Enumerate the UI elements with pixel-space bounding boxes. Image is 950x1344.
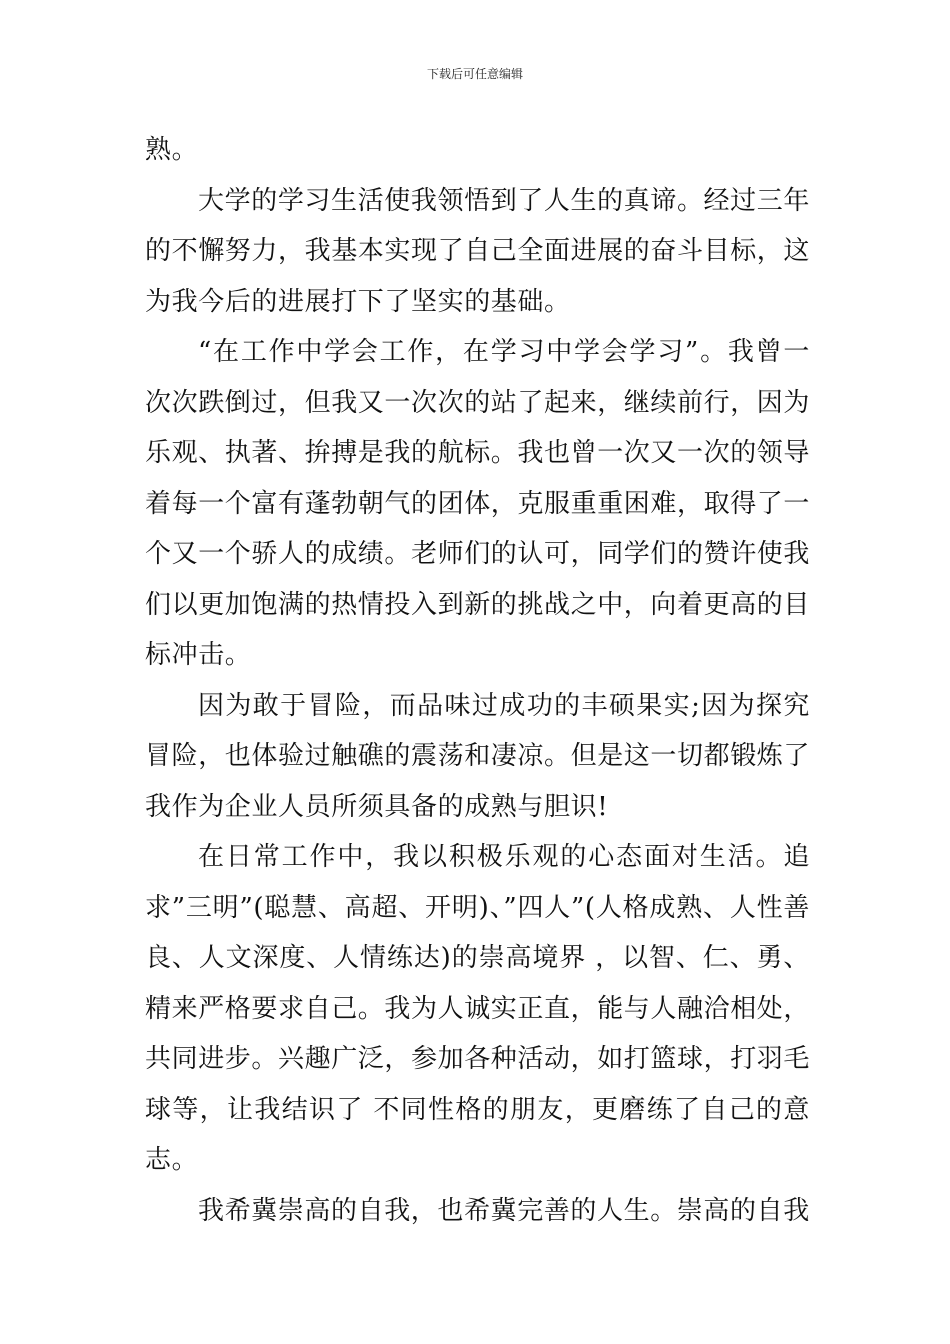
paragraph-adventure: 因为敢于冒险，而品味过成功的丰硕果实;因为探究冒险，也体验过触礁的震荡和凄凉。但是这一切都锻炼了我作为企业人员所须具备的成熟与胆识!	[145, 690, 811, 822]
paragraph-daily-work: 在日常工作中，我以积极乐观的心态面对生活。追求”三明”(聪慧、高超、开明)、”四人”(人格成熟、人性善良、人文深度、人情练达)的崇高境界 ，以智、仁、勇、精来严格要求自己。我为人诚实正直，能与人融洽相处，共同进步。兴趣广泛，参加各种活动，如打篮球，打羽毛球等，让我结识了 不同性格的朋友，更磨练了自己的意志。	[145, 842, 811, 1175]
paragraph-noble-self: 我希冀崇高的自我，也希冀完善的人生。崇高的自我	[198, 1195, 810, 1226]
paragraph-continuation: 熟。	[145, 135, 199, 165]
page-header: 下载后可任意编辑	[426, 67, 523, 81]
document-body	[145, 125, 810, 1236]
paragraph-university-life: 大学的学习生活使我领悟到了人生的真谛。经过三年的不懈努力，我基本实现了自己全面进展的奋斗目标，这为我今后的进展打下了坚实的基础。	[145, 185, 811, 317]
paragraph-work-and-study: “在工作中学会工作，在学习中学会学习”。我曾一次次跌倒过，但我又一次次的站了起来，继续前行，因为乐观、执著、拚搏是我的航标。我也曾一次又一次的领导着每一个富有蓬勃朝气的团体，克服重重困难，取得了一个又一个骄人的成绩。老师们的认可，同学们的赞许使我们以更加饱满的热情投入到新的挑战之中，向着更高的目标冲击。	[145, 337, 811, 670]
